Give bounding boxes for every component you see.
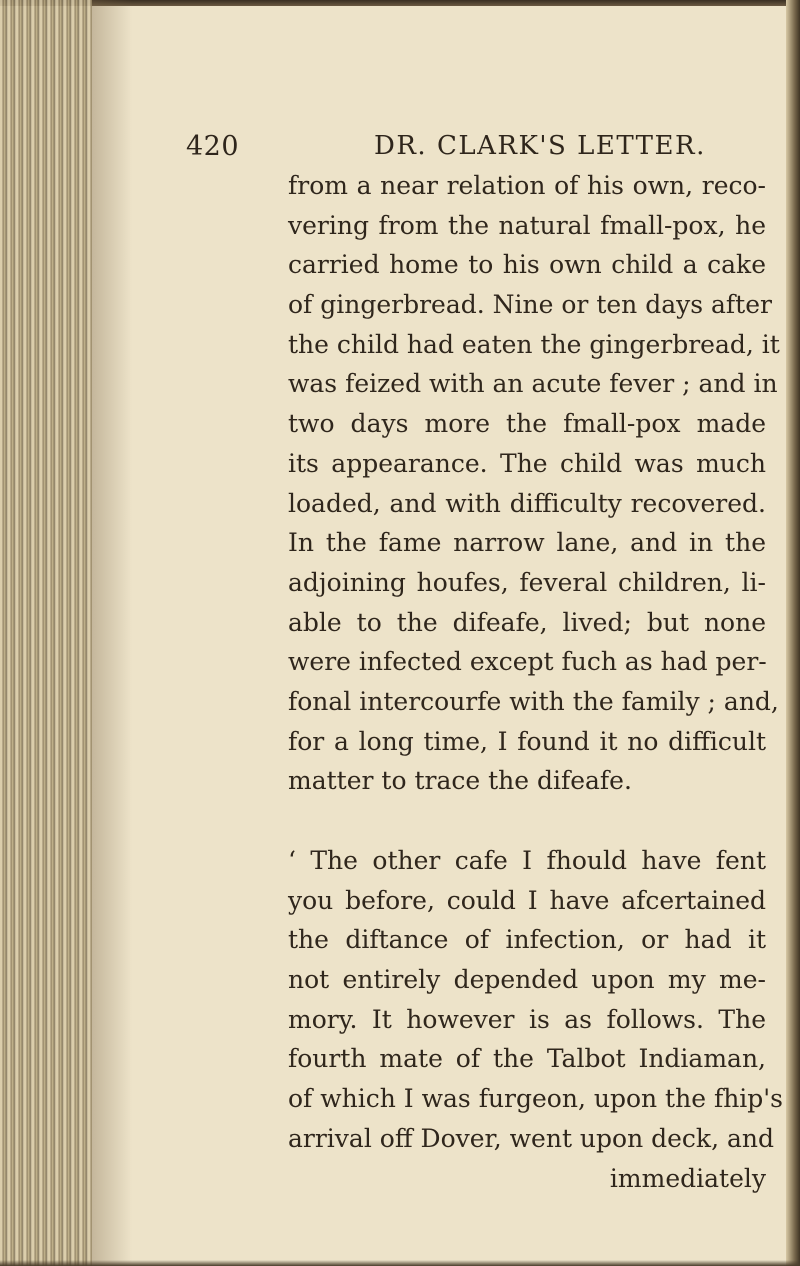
text-line: from a near relation of his own, reco-: [288, 171, 766, 200]
text-line: not entirely depended upon my me-: [288, 965, 766, 995]
text-line: were infected except fuch as had per-: [288, 647, 767, 677]
page-bottom-edge: [0, 1260, 800, 1266]
text-line: able to the difeafe, lived; but none: [288, 607, 766, 637]
page-number: 420: [186, 131, 240, 162]
text-line: the child had eaten the gingerbread, it: [288, 329, 780, 359]
text-line: fourth mate of the Talbot Indiaman,: [288, 1044, 766, 1074]
book-gutter-edge: [0, 0, 92, 1266]
text-line: of which I was furgeon, upon the fhip's: [288, 1084, 783, 1114]
text-line: loaded, and with difficulty recovered.: [288, 488, 766, 518]
text-line: its appearance. The child was much: [288, 448, 766, 478]
text-line: you before, could I have afcertained: [288, 885, 766, 915]
text-line: vering from the natural fmall-pox, he: [288, 210, 766, 240]
gutter-shadow: [92, 0, 132, 1266]
catchword: immediately: [609, 1163, 766, 1193]
paragraph-1: [288, 166, 780, 801]
paragraph-2: [288, 841, 783, 1159]
text-line: mory. It however is as follows. The: [288, 1004, 766, 1034]
text-line: of gingerbread. Nine or ten days after: [288, 290, 772, 320]
text-line: the diftance of infection, or had it: [288, 925, 766, 955]
text-line: fonal intercourfe with the family ; and,: [288, 686, 779, 716]
text-line: carried home to his own child a cake: [288, 250, 766, 280]
page-right-edge: [786, 0, 800, 1266]
text-line: was feized with an acute fever ; and in: [288, 369, 778, 399]
body-text: [288, 166, 783, 1198]
text-line: In the fame narrow lane, and in the: [288, 528, 766, 558]
text-line: arrival off Dover, went upon deck, and: [288, 1123, 774, 1153]
running-head: DR. CLARK'S LETTER.: [374, 131, 706, 161]
text-line: adjoining houfes, feveral children, li-: [288, 567, 766, 597]
text-line: for a long time, I found it no difficult: [288, 726, 766, 756]
text-line: ‘ The other cafe I fhould have fent: [288, 846, 766, 875]
text-line: two days more the fmall-pox made: [288, 409, 766, 439]
paragraph-gap: [288, 801, 766, 841]
text-line: matter to trace the difeafe.: [288, 766, 632, 796]
